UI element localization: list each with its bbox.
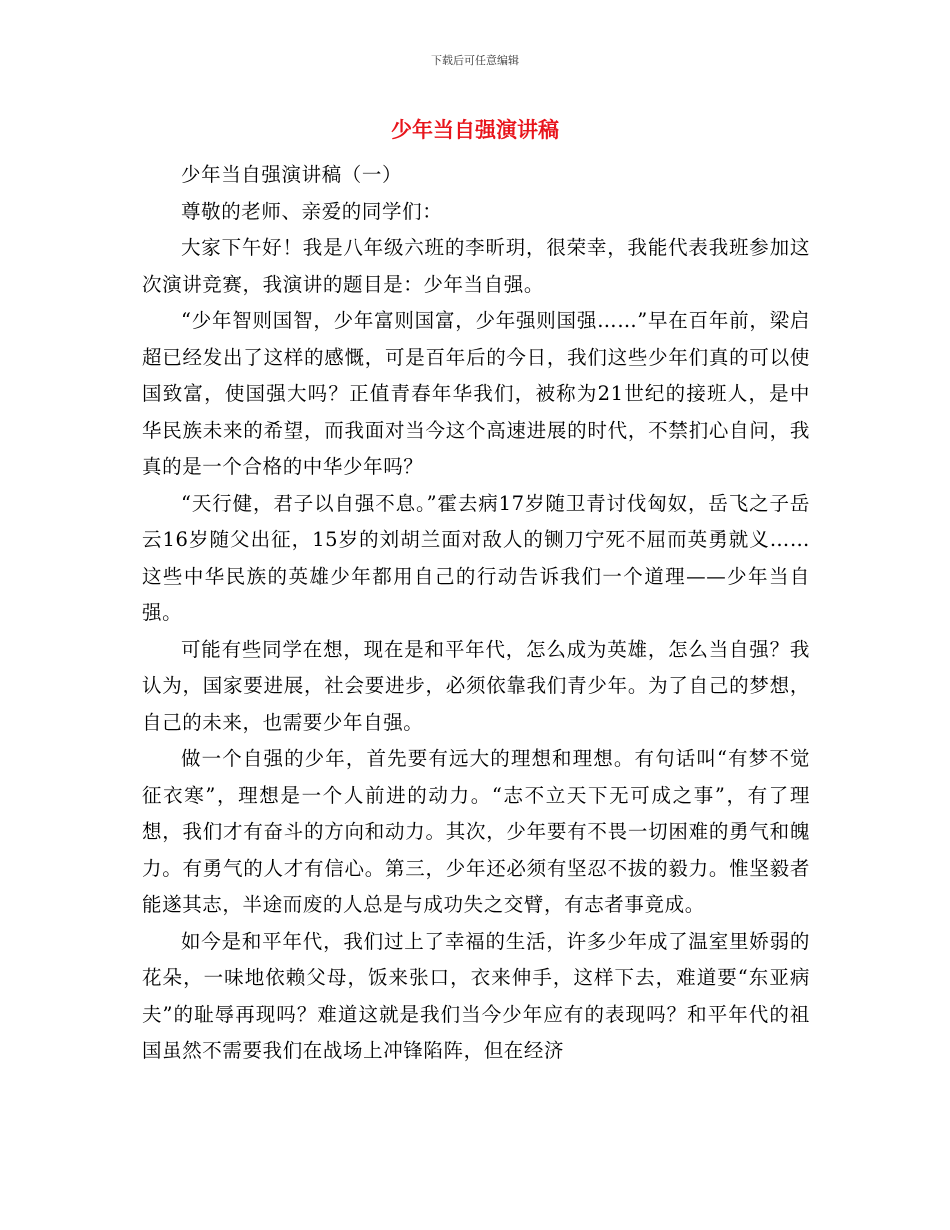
- document-title: 少年当自强演讲稿: [391, 118, 559, 142]
- page-header: 下载后可任意编辑: [431, 54, 519, 67]
- paragraph: 可能有些同学在想，现在是和平年代，怎么成为英雄，怎么当自强？我认为，国家要进展，社会要进步，必须依靠我们青少年。为了自己的梦想，自己的未来，也需要少年自强。: [142, 637, 810, 734]
- paragraph: 如今是和平年代，我们过上了幸福的生活，许多少年成了温室里娇弱的花朵，一味地依赖父母，饭来张口，衣来伸手，这样下去，难道要“东亚病夫”的耻辱再现吗？难道这就是我们当今少年应有的表现吗？和平年代的祖国虽然不需要我们在战场上冲锋陷阵，但在经济: [142, 929, 810, 1062]
- paragraph: 做一个自强的少年，首先要有远大的理想和理想。有句话叫“有梦不觉征衣寒”，理想是一个人前进的动力。“志不立天下无可成之事”，有了理想，我们才有奋斗的方向和动力。其次，少年要有不畏一切困难的勇气和魄力。有勇气的人才有信心。第三，少年还必须有坚忍不拔的毅力。惟坚毅者能遂其志，半途而废的人总是与成功失之交臂，有志者事竟成。: [142, 747, 810, 916]
- document-body: [142, 157, 810, 1070]
- paragraph: “天行健，君子以自强不息。”霍去病17岁随卫青讨伐匈奴，岳飞之子岳云16岁随父出征，15岁的刘胡兰面对敌人的铡刀宁死不屈而英勇就义……这些中华民族的英雄少年都用自己的行动告诉我们一个道理——少年当自强。: [142, 491, 810, 624]
- paragraph: “少年智则国智，少年富则国富，少年强则国强……”早在百年前，梁启超已经发出了这样的感慨，可是百年后的今日，我们这些少年们真的可以使国致富，使国强大吗？正值青春年华我们，被称为21世纪的接班人，是中华民族未来的希望，而我面对当今这个高速进展的时代，不禁扪心自问，我真的是一个合格的中华少年吗？: [142, 309, 810, 478]
- paragraph-subtitle: 少年当自强演讲稿（一）: [181, 163, 403, 186]
- paragraph: 大家下午好！我是八年级六班的李昕玥，很荣幸，我能代表我班参加这次演讲竞赛，我演讲的题目是：少年当自强。: [142, 236, 810, 296]
- paragraph-salutation: 尊敬的老师、亲爱的同学们：: [181, 199, 443, 223]
